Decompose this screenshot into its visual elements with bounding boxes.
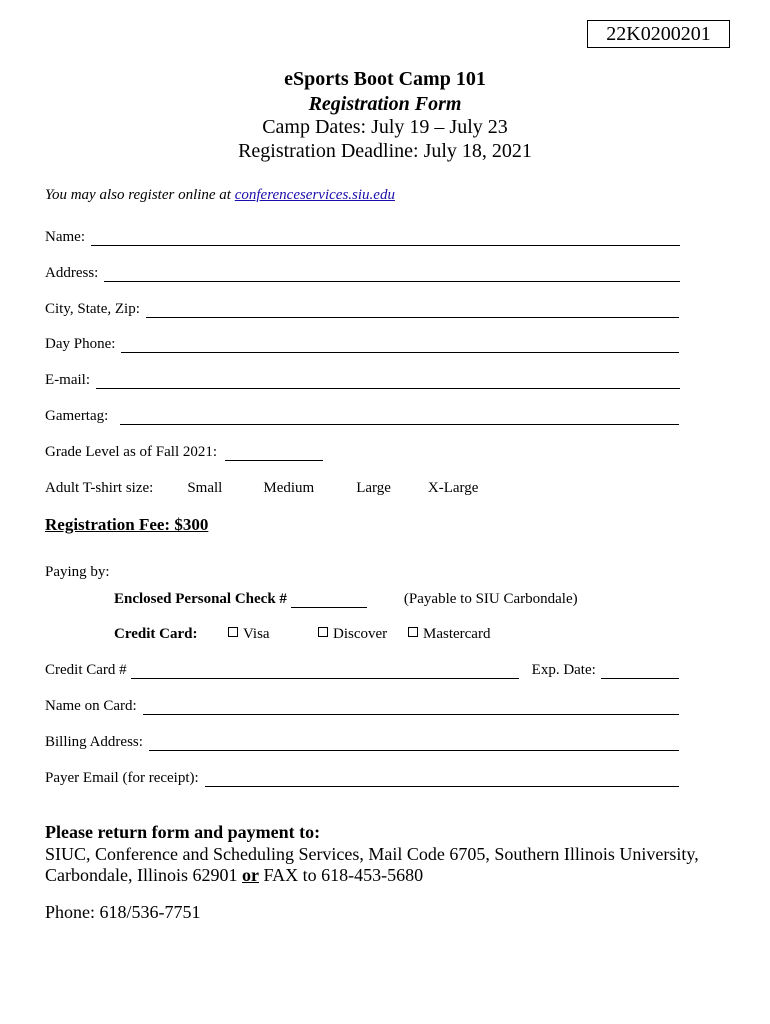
tshirt-size-xlarge[interactable]: X-Large	[427, 480, 479, 496]
visa-checkbox[interactable]	[228, 627, 238, 637]
return-line-1: SIUC, Conference and Scheduling Services, Mail Code 6705, Southern Illinois University,	[45, 844, 699, 864]
document-code: 22K0200201	[587, 20, 730, 48]
email-row	[45, 372, 680, 389]
payer-email-field[interactable]	[205, 772, 679, 787]
mastercard-label: Mastercard	[423, 626, 491, 642]
grade-row	[45, 444, 323, 461]
billing-address-row	[45, 734, 679, 751]
online-registration-link[interactable]: conferenceservices.siu.edu	[234, 187, 395, 203]
exp-date-field[interactable]	[601, 664, 679, 679]
tshirt-size-small[interactable]: Small	[187, 480, 223, 496]
address-row	[45, 265, 680, 282]
mastercard-checkbox[interactable]	[408, 627, 418, 637]
check-row	[114, 591, 578, 608]
name-on-card-field[interactable]	[143, 700, 679, 715]
credit-card-label: Credit Card:	[114, 626, 198, 642]
payer-email-row	[45, 770, 679, 787]
name-row	[45, 229, 680, 246]
discover-option[interactable]	[318, 626, 387, 643]
name-on-card-row	[45, 698, 679, 715]
card-number-field[interactable]	[131, 664, 519, 679]
gamertag-row	[45, 408, 679, 425]
grade-label: Grade Level as of Fall 2021:	[45, 444, 218, 460]
billing-address-field[interactable]	[149, 736, 679, 751]
credit-card-row	[114, 626, 491, 643]
return-fax: FAX to 618-453-5680	[258, 865, 424, 885]
city-row	[45, 301, 679, 318]
email-label: E-mail:	[45, 372, 90, 388]
payer-email-label: Payer Email (for receipt):	[45, 770, 199, 786]
name-on-card-label: Name on Card:	[45, 698, 137, 714]
return-or: or	[241, 865, 259, 885]
exp-date-label: Exp. Date:	[531, 662, 596, 678]
discover-label: Discover	[333, 626, 388, 642]
return-title: Please return form and payment to:	[45, 822, 321, 842]
return-address	[45, 844, 745, 886]
visa-option[interactable]	[228, 626, 270, 643]
online-registration-note	[45, 187, 395, 204]
discover-checkbox[interactable]	[318, 627, 328, 637]
form-subtitle: Registration Form	[308, 93, 462, 115]
card-number-row	[45, 662, 679, 679]
check-payable-note: (Payable to SIU Carbondale)	[403, 591, 578, 607]
registration-fee: Registration Fee: $300	[45, 515, 209, 534]
day-phone-row	[45, 336, 679, 353]
city-field[interactable]	[146, 303, 679, 318]
visa-label: Visa	[243, 626, 270, 642]
name-field[interactable]	[91, 231, 680, 246]
registration-deadline: Registration Deadline: July 18, 2021	[238, 140, 532, 162]
online-prefix: You may also register online at	[45, 187, 235, 203]
form-title: eSports Boot Camp 101	[284, 68, 486, 90]
camp-dates: Camp Dates: July 19 – July 23	[262, 116, 508, 138]
address-field[interactable]	[104, 267, 680, 282]
address-label: Address:	[45, 265, 99, 281]
tshirt-size-large[interactable]: Large	[356, 480, 391, 496]
gamertag-label: Gamertag:	[45, 408, 109, 424]
mastercard-option[interactable]	[408, 626, 490, 643]
check-number-field[interactable]	[291, 593, 367, 608]
card-number-label: Credit Card #	[45, 662, 127, 678]
tshirt-size-medium[interactable]: Medium	[263, 480, 315, 496]
paying-by-label: Paying by:	[45, 564, 110, 580]
day-phone-label: Day Phone:	[45, 336, 116, 352]
check-label: Enclosed Personal Check #	[114, 591, 287, 607]
return-city: Carbondale, Illinois 62901	[45, 865, 242, 885]
billing-address-label: Billing Address:	[45, 734, 143, 750]
day-phone-field[interactable]	[121, 338, 679, 353]
email-field[interactable]	[96, 374, 680, 389]
contact-phone: Phone: 618/536-7751	[45, 902, 201, 922]
tshirt-label: Adult T-shirt size:	[45, 480, 154, 496]
gamertag-field[interactable]	[120, 410, 679, 425]
city-label: City, State, Zip:	[45, 301, 140, 317]
tshirt-row	[45, 480, 478, 497]
name-label: Name:	[45, 229, 85, 245]
grade-field[interactable]	[225, 446, 323, 461]
return-line-2	[45, 865, 745, 886]
